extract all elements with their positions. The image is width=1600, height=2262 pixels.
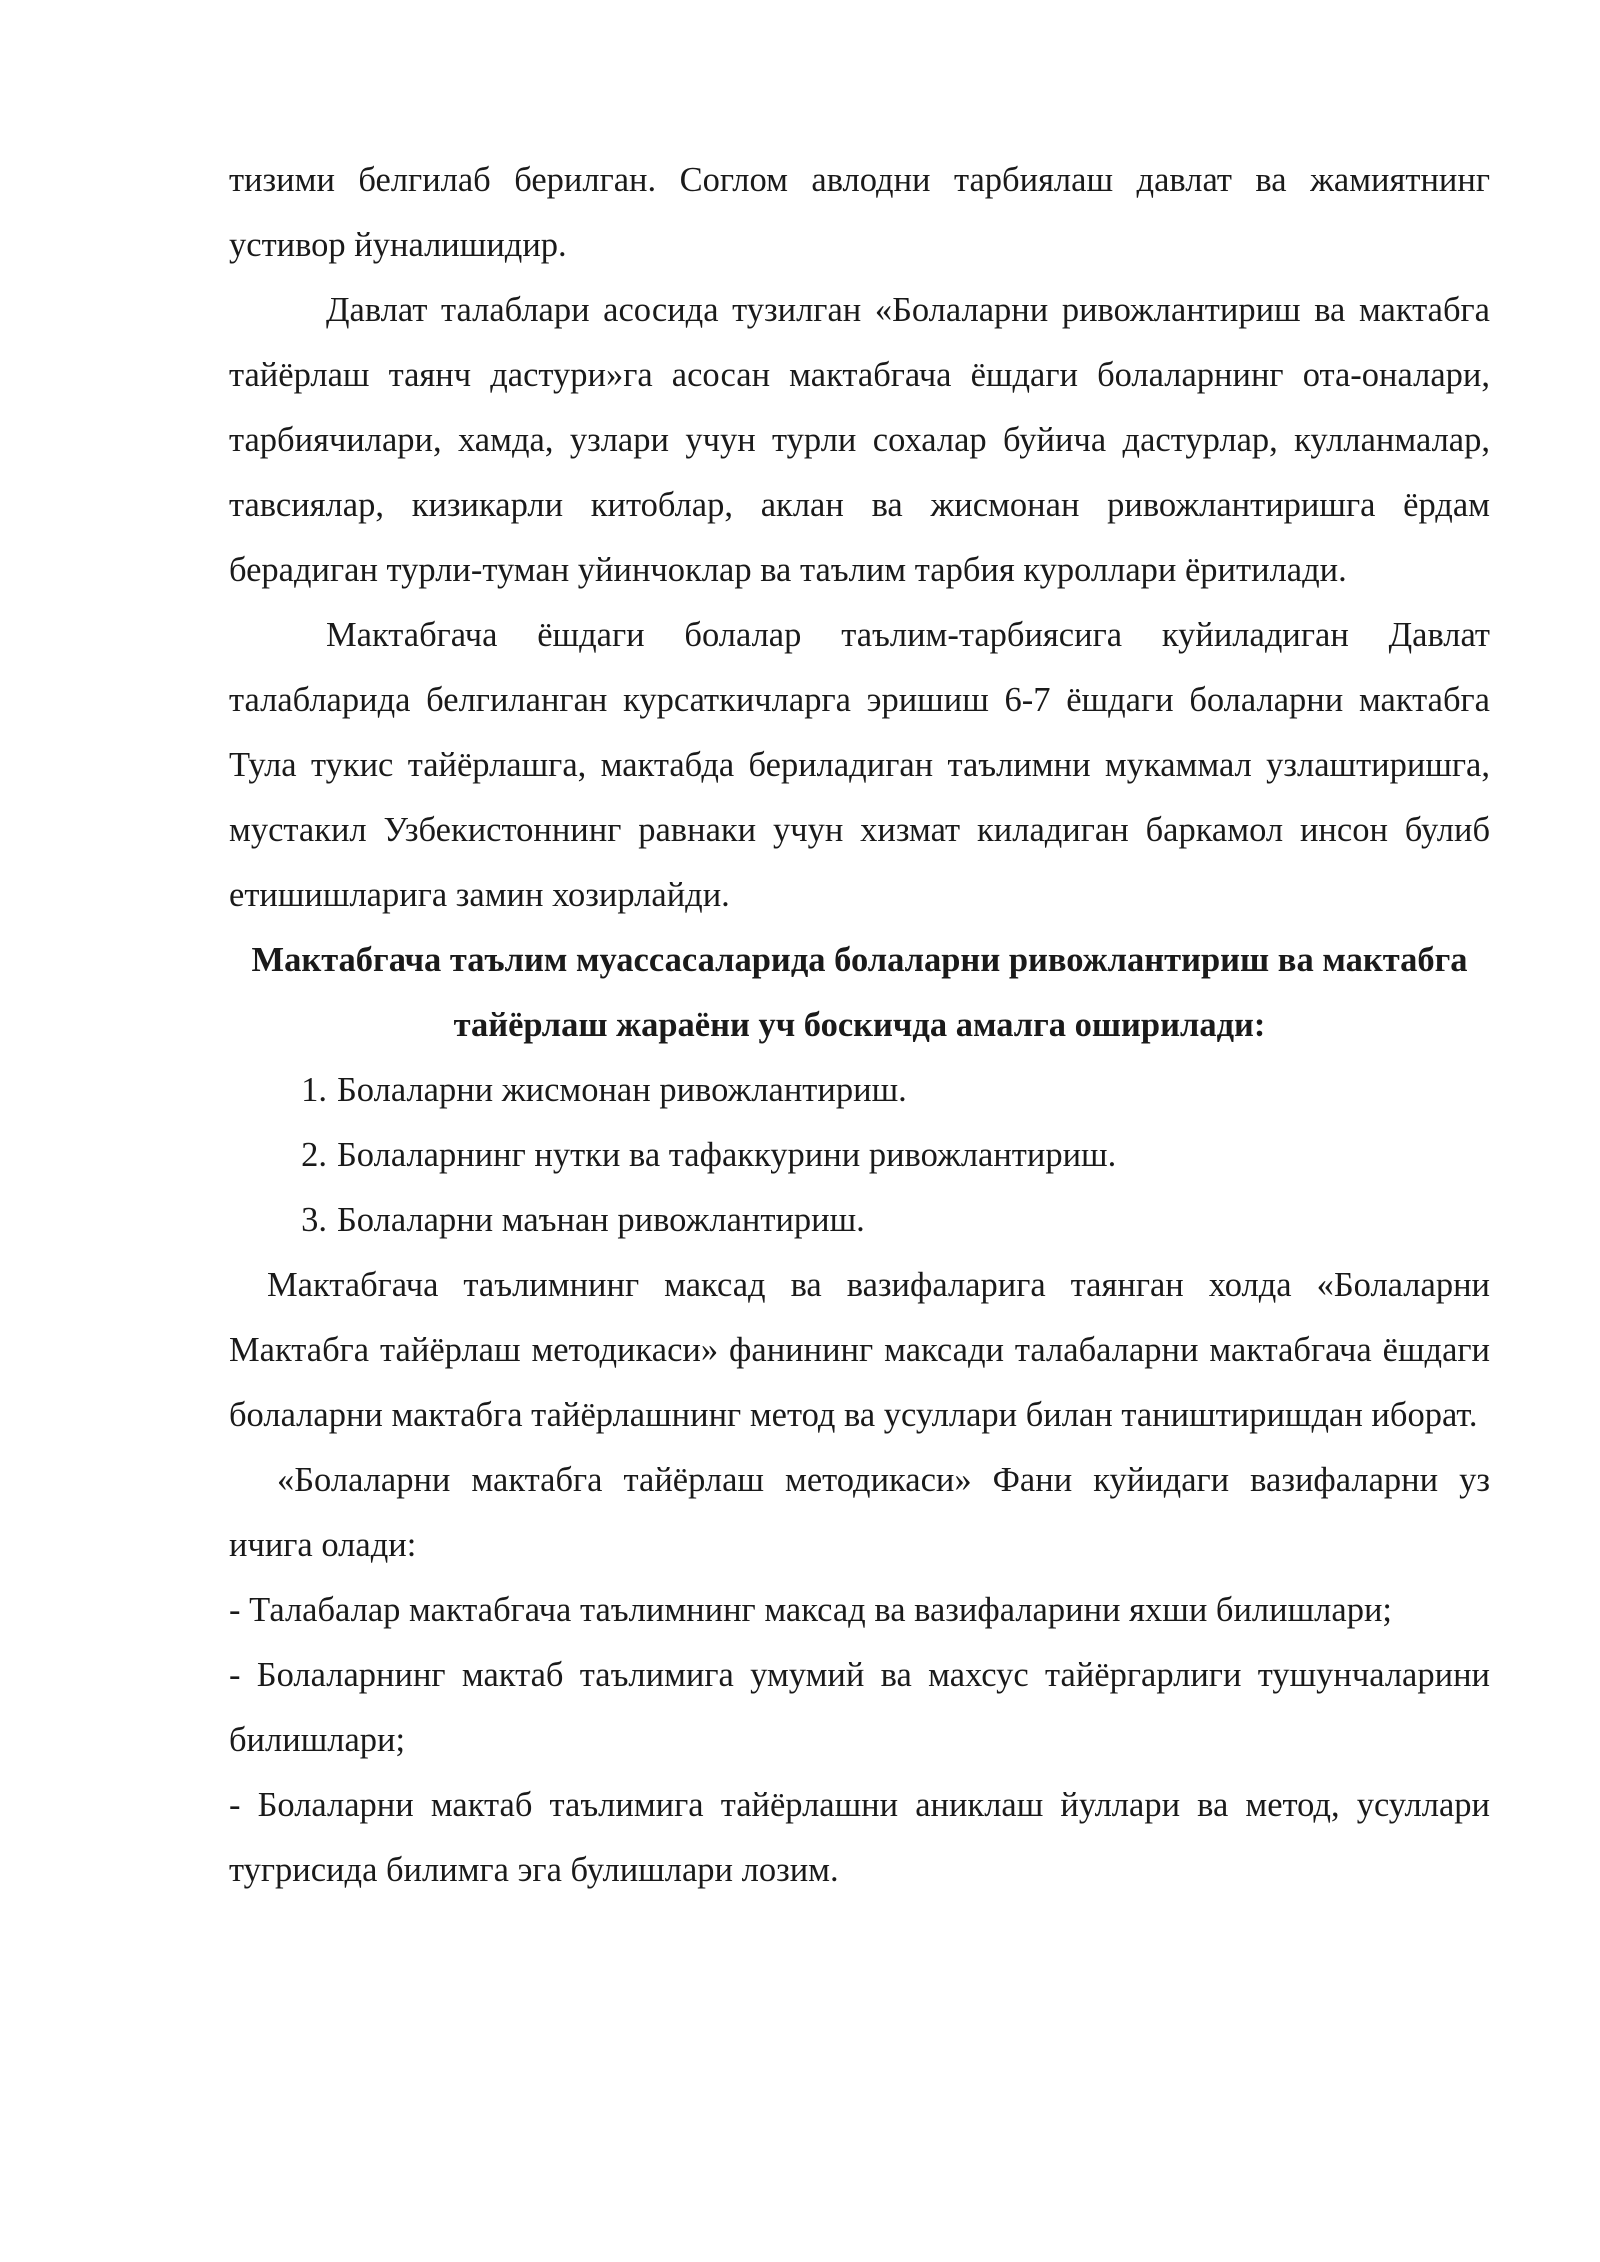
list-item-text: Болаларнинг нутки ва тафаккурини ривожлантириш. [337,1136,1117,1174]
paragraph-4: Мактабгача таълимнинг максад ва вазифаларига таянган холда «Болаларни Мактабга тайёрлаш методикаси» фанининг максади талабаларни мактабгача ёшдаги болаларни мактабга тайёрлашнинг метод ва усуллари билан таништиришдан иборат. [229,1266,1490,1434]
list-item [229,1188,1490,1253]
list-item-number: 1. [301,1071,327,1109]
paragraph-1: тизими белгилаб берилган. Соглом авлодни тарбиялаш давлат ва жамиятнинг устивор йуналишидир. [229,161,1490,264]
paragraph-5: «Болаларни мактабга тайёрлаш методикаси» Фани куйидаги вазифаларни уз ичига олади: [229,1461,1490,1564]
list-item-number: 2. [301,1136,327,1174]
task-item-1: - Талабалар мактабгача таълимнинг максад ва вазифаларини яхши билишлари; [229,1591,1392,1629]
stages-list [229,1058,1490,1253]
list-item-number: 3. [301,1201,327,1239]
list-item-text: Болаларни маънан ривожлантириш. [337,1201,865,1239]
document-body [229,148,1490,1903]
list-item-text: Болаларни жисмонан ривожлантириш. [337,1071,907,1109]
list-item [229,1123,1490,1188]
task-item-3: - Болаларни мактаб таълимига тайёрлашни аниклаш йуллари ва метод, усуллари тугрисида билимга эга булишлари лозим. [229,1786,1490,1889]
paragraph-3: Мактабгача ёшдаги болалар таълим-тарбиясига куйиладиган Давлат талабларида белгиланган курсаткичларга эришиш 6-7 ёшдаги болаларни мактабга Тула тукис тайёрлашга, мактабда бериладиган таълимни мукаммал узлаштиришга, мустакил Узбекистоннинг равнаки учун хизмат киладиган баркамол инсон булиб етишишларига замин хозирлайди. [229,616,1490,914]
section-heading: Мактабгача таълим муассасаларида болаларни ривожлантириш ва мактабга тайёрлаш жараёни уч боскичда амалга оширилади: [251,941,1468,1044]
paragraph-2: Давлат талаблари асосида тузилган «Болаларни ривожлантириш ва мактабга тайёрлаш таянч дастури»га асосан мактабгача ёшдаги болаларнинг ота-оналари, тарбиячилари, хамда, узлари учун турли сохалар буйича дастурлар, кулланмалар, тавсиялар, кизикарли китоблар, аклан ва жисмонан ривожлантиришга ёрдам берадиган турли-туман уйинчоклар ва таълим тарбия куроллари ёритилади. [229,291,1490,589]
task-item-2: - Болаларнинг мактаб таълимига умумий ва махсус тайёргарлиги тушунчаларини билишлари; [229,1656,1490,1759]
list-item [229,1058,1490,1123]
